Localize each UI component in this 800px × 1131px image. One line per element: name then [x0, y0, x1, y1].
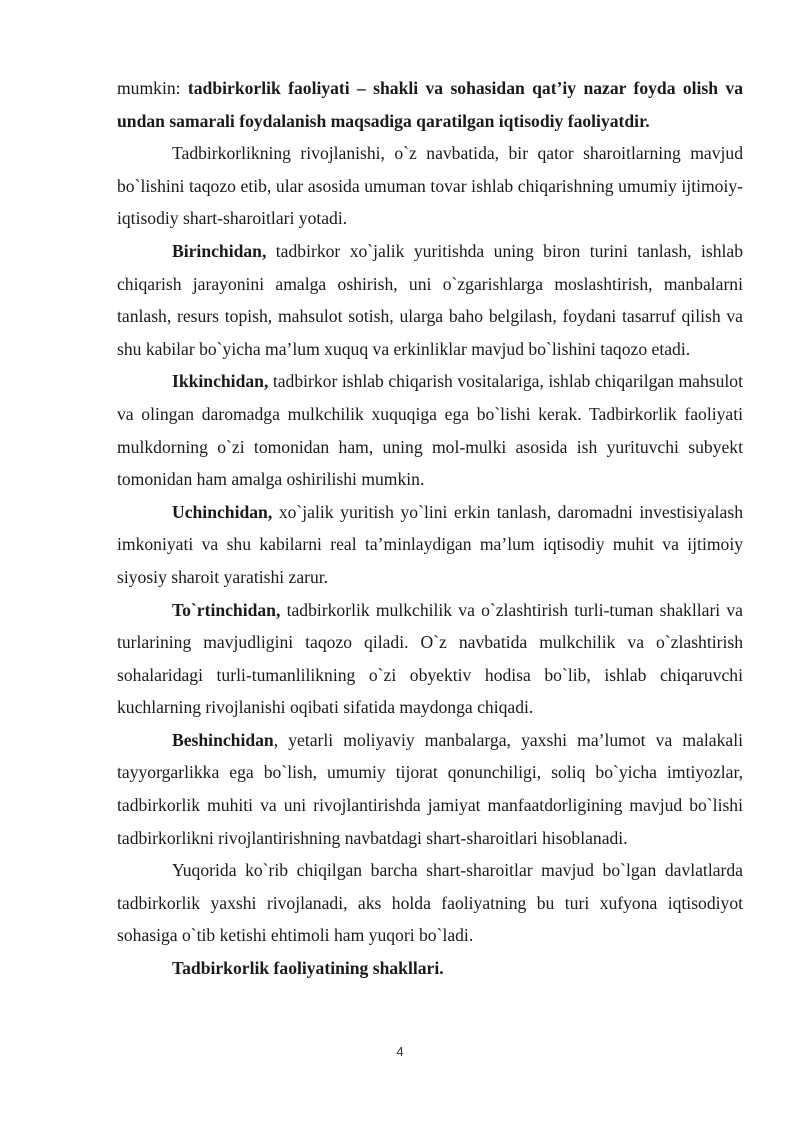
paragraph-heading-word: Uchinchidan, [172, 501, 273, 522]
paragraph-text: tadbirkor xo`jalik yuritishda uning biron turini tanlash, ishlab chiqarish jarayonini amalga oshirish, uni o`zgarishlarga moslashtirish, manbalarni tanlash, resurs topish, mahsulot sotish, ularga baho belgilash, foydani tasarruf qilish va shu kabilar bo`yicha ma’lum xuquq va erkinliklar mavjud bo`lishini taqozo etadi. [117, 240, 743, 359]
paragraph-first [117, 235, 743, 365]
paragraph-heading-word: Beshinchidan [172, 729, 274, 750]
paragraph-third [117, 496, 743, 594]
paragraph-text: xo`jalik yuritish yo`lini erkin tanlash, daromadni investisiyalash imkoniyati va shu kabilarni real ta’minlaydigan ma’lum iqtisodiy muhit va ijtimoiy siyosiy sharoit yaratishi zarur. [117, 501, 743, 587]
paragraph-conclusion [117, 854, 743, 952]
paragraph-fourth [117, 594, 743, 724]
definition-bold-text: tadbirkorlik faoliyati – shakli va sohasidan qat’iy nazar foyda olish va undan samarali foydalanish maqsadiga qaratilgan iqtisodiy faoliyatdir. [117, 78, 743, 131]
paragraph-text: Tadbirkorlikning rivojlanishi, o`z navbatida, bir qator sharoitlarning mavjud bo`lishini taqozo etib, ular asosida umuman tovar ishlab chiqarishning umumiy ijtimoiy-iqtisodiy shart-sharoitlari yotadi. [117, 143, 743, 229]
paragraph-text: , yetarli moliyaviy manbalarga, yaxshi ma’lumot va malakali tayyorgarlikka ega bo`lish, umumiy tijorat qonunchiligi, soliq bo`yicha imtiyozlar, tadbirkorlik muhiti va uni rivojlantirishda jamiyat manfaatdorligining mavjud bo`lishi tadbirkorlikni rivojlantirishning navbatdagi shart-sharoitlari hisoblanadi. [117, 729, 743, 848]
paragraph-fifth [117, 724, 743, 854]
section-heading-text: Tadbirkorlik faoliyatining shakllari. [172, 958, 444, 979]
page-number: 4 [396, 1044, 404, 1059]
paragraph-text: tadbirkorlik mulkchilik va o`zlashtirish turli-tuman shakllari va turlarining mavjudligini taqozo qiladi. O`z navbatida mulkchilik va o`zlashtirish sohalaridagi turli-tumanlilikning o`zi obyektiv hodisa bo`lib, ishlab chiqaruvchi kuchlarning rivojlanishi oqibati sifatida maydonga chiqadi. [117, 599, 743, 718]
document-body [117, 72, 743, 985]
section-heading [117, 952, 743, 985]
paragraph-heading-word: To`rtinchidan, [172, 599, 281, 620]
paragraph-text: Yuqorida ko`rib chiqilgan barcha shart-sharoitlar mavjud bo`lgan davlatlarda tadbirkorlik yaxshi rivojlanadi, aks holda faoliyatning bu turi xufyona iqtisodiyot sohasiga o`tib ketishi ehtimoli ham yuqori bo`ladi. [117, 860, 743, 946]
paragraph-second [117, 365, 743, 495]
paragraph-definition [117, 72, 743, 137]
paragraph-heading-word: Ikkinchidan, [172, 371, 269, 392]
paragraph-lead: mumkin: [117, 78, 188, 98]
paragraph-text: tadbirkor ishlab chiqarish vositalariga, ishlab chiqarilgan mahsulot va olingan daromadga mulkchilik xuquqiga ega bo`lishi kerak. Tadbirkorlik faoliyati mulkdorning o`zi tomonidan ham, uning mol-mulki asosida ish yurituvchi subyekt tomonidan ham amalga oshirilishi mumkin. [117, 371, 743, 490]
paragraph-intro [117, 137, 743, 235]
paragraph-heading-word: Birinchidan, [172, 240, 267, 261]
